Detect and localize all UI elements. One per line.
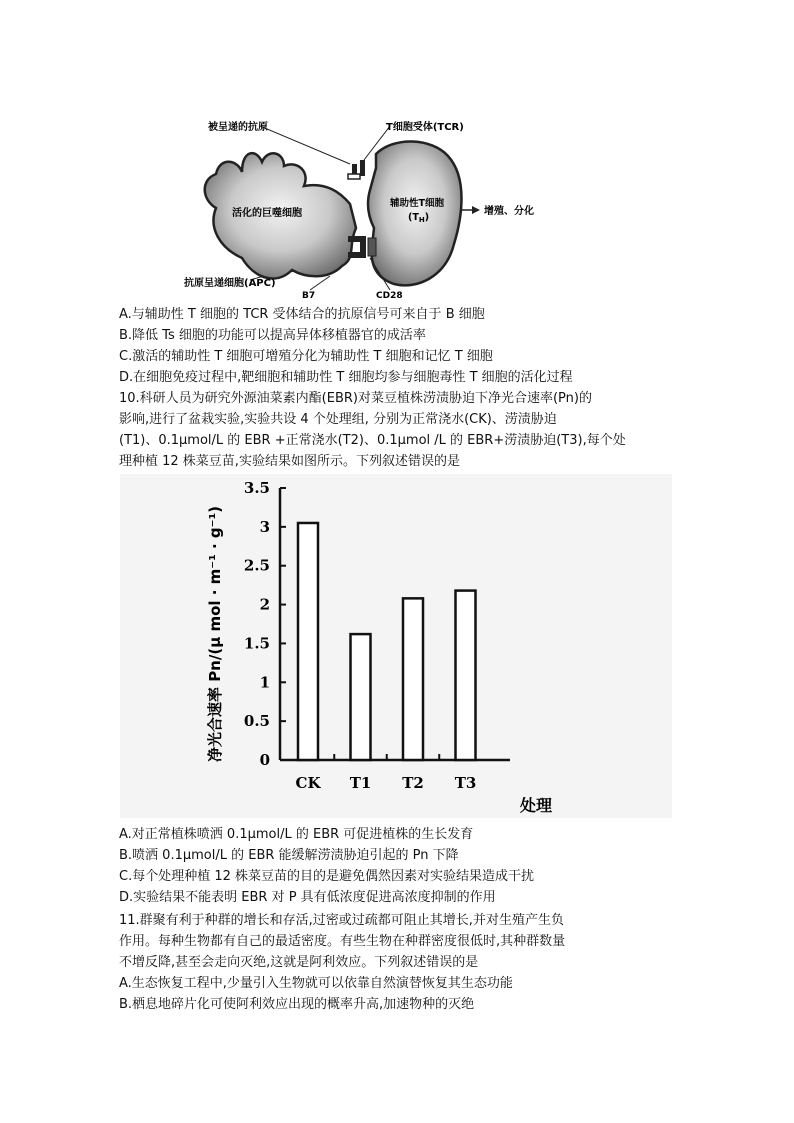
pn-bar-chart-container [120,474,672,818]
label-apc: 抗原呈递细胞(APC) [184,278,276,289]
label-macrophage: 活化的巨噬细胞 [232,208,302,219]
q9-option-c: C.激活的辅助性 T 细胞可增殖分化为辅助性 T 细胞和记忆 T 细胞 [119,349,493,364]
y-tick-label: 3.5 [243,479,270,497]
q10-stem-line: 10.科研人员为研究外源油菜素内酯(EBR)对菜豆植株涝渍胁迫下净光合速率(Pn)的 [119,391,592,406]
label-proliferate: 增殖、分化 [484,206,534,217]
y-tick-label: 1.5 [243,634,270,653]
q10-options [119,824,679,908]
y-axis-label: 净光合速率 Pn/(μ mol · m⁻¹ · g⁻¹) [206,505,224,763]
q9-option-a: A.与辅助性 T 细胞的 TCR 受体结合的抗原信号可来自于 B 细胞 [119,307,485,322]
bar-t3 [456,591,476,760]
label-presented-antigen: 被呈递的抗原 [208,122,268,133]
q11-stem-line: 不增反降,甚至会走向灭绝,这就是阿利效应。下列叙述错误的是 [119,955,479,970]
x-tick-label: T2 [402,774,424,792]
q9-options [119,304,679,388]
y-tick-label: 0.5 [243,712,270,731]
label-helper-t-abbr: $(T_H)$ [408,212,430,224]
q10-stem-line: (T1)、0.1μmol/L 的 EBR +正常浇水(T2)、0.1μmol /L 的 EBR+涝渍胁迫(T3),每个处 [119,433,626,448]
q9-option-b: B.降低 Ts 细胞的功能可以提高异体移植器官的成活率 [119,328,426,343]
label-tcr: T细胞受体(TCR) [386,122,464,133]
q11-option-a: A.生态恢复工程中,少量引入生物就可以依靠自然演替恢复其生态功能 [119,976,513,991]
q10-option-a: A.对正常植株喷洒 0.1μmol/L 的 EBR 可促进植株的生长发育 [119,827,474,842]
label-b7: B7 [302,291,316,300]
antigen-presentation-diagram [180,108,600,300]
pn-bar-chart [120,474,672,818]
y-tick-label: 2 [259,595,270,614]
q11-stem [119,910,679,1015]
y-tick-label: 3 [259,517,270,536]
label-cd28: CD28 [376,291,403,300]
q10-option-d: D.实验结果不能表明 EBR 对 P 具有低浓度促进高浓度抑制的作用 [119,890,496,905]
bar-t1 [351,634,371,760]
q10-option-b: B.喷洒 0.1μmol/L 的 EBR 能缓解涝渍胁迫引起的 Pn 下降 [119,848,459,863]
label-helper-t: 辅助性T细胞 [390,198,444,209]
x-tick-label: T3 [454,774,477,792]
q10-stem-line: 影响,进行了盆栽实验,实验共设 4 个处理组, 分别为正常浇水(CK)、涝渍胁迫 [119,412,557,427]
q9-option-d: D.在细胞免疫过程中,靶细胞和辅助性 T 细胞均参与细胞毒性 T 细胞的活化过程 [119,370,573,385]
bar-ck [298,523,318,760]
q11-option-b: B.栖息地碎片化可使阿利效应出现的概率升高,加速物种的灭绝 [119,997,475,1012]
q11-stem-line: 11.群聚有利于种群的增长和存活,过密或过疏都可阻止其增长,并对生殖产生负 [119,913,564,928]
y-tick-label: 0 [259,751,270,769]
y-tick-label: 2.5 [243,556,270,575]
bar-t2 [403,598,423,760]
y-tick-label: 1 [259,673,270,692]
q10-stem-line: 理种植 12 株菜豆苗,实验结果如图所示。下列叙述错误的是 [119,454,460,469]
x-tick-label: CK [295,774,321,792]
x-axis-label: 处理 [520,796,553,815]
x-tick-label: T1 [349,774,372,792]
q11-stem-line: 作用。每种生物都有自己的最适密度。有些生物在种群密度很低时,其种群数量 [119,934,566,949]
q10-stem [119,388,679,472]
q10-option-c: C.每个处理种植 12 株菜豆苗的目的是避免偶然因素对实验结果造成干扰 [119,869,535,884]
